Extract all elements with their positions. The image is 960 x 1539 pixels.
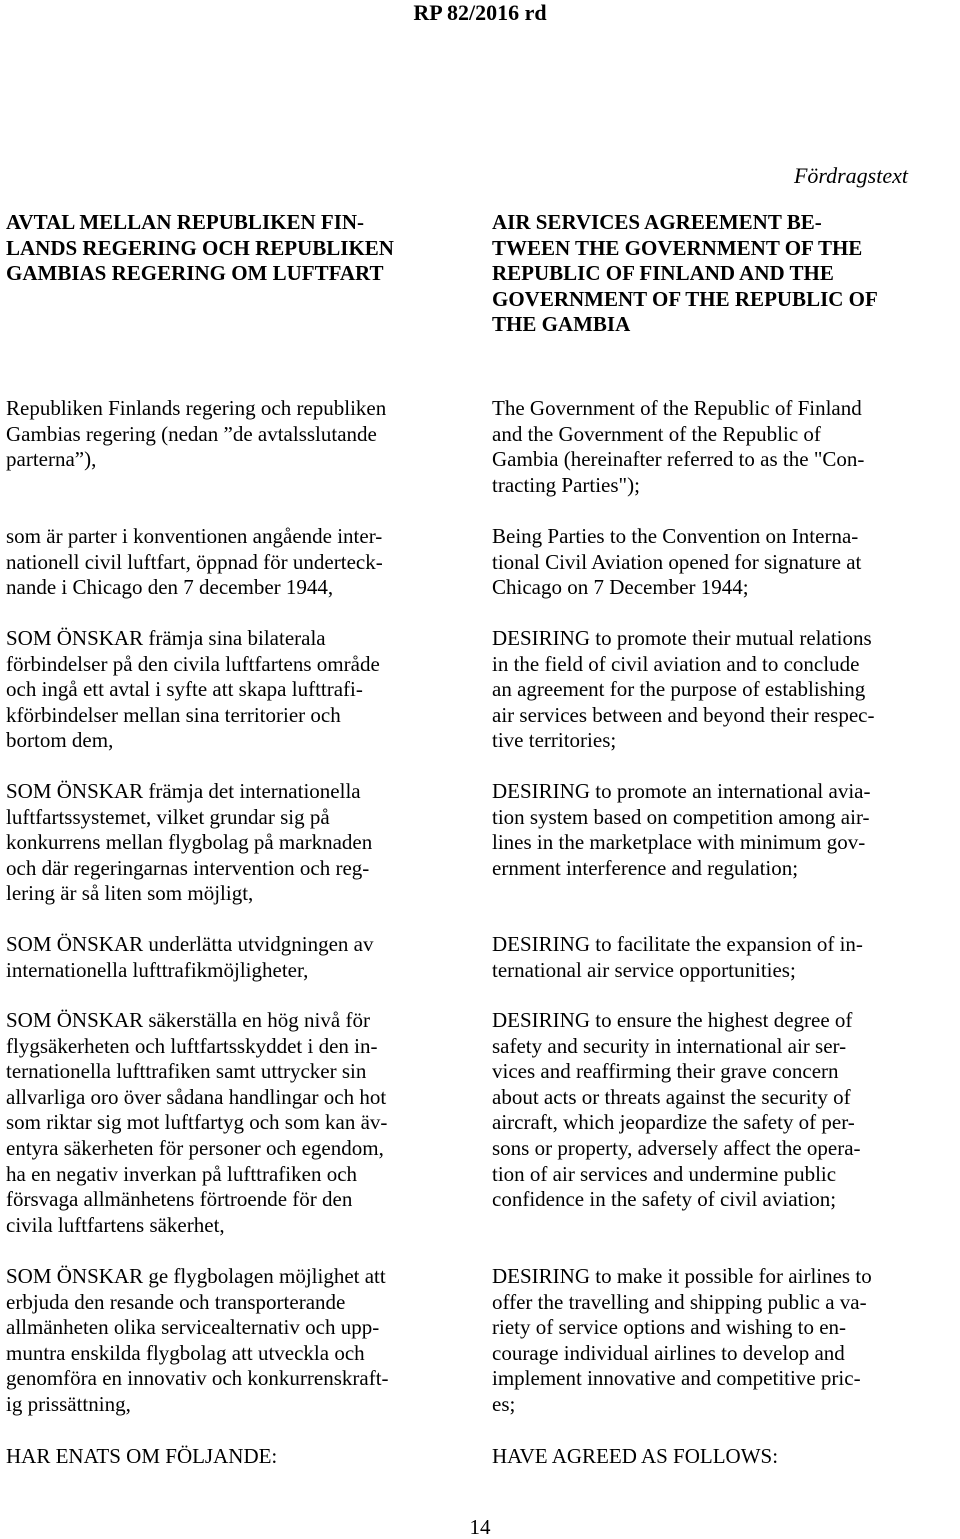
swedish-paragraph-preamble: Republiken Finlands regering och republiken Gambias regering (nedan ”de avtalsslutande parterna”),	[6, 396, 387, 472]
english-paragraph-preamble: The Government of the Republic of Finland and the Government of the Republic of Gambia (hereinafter referred to as the "Con- tracting Parties");	[492, 396, 865, 497]
swedish-paragraph-convention: som är parter i konventionen angående inter- nationell civil luftfart, öppnad för underteck- nande i Chicago den 7 december 1944,	[6, 524, 383, 600]
page-number: 14	[469, 1515, 491, 1539]
english-column	[492, 210, 954, 1470]
swedish-paragraph-safety: SOM ÖNSKAR säkerställa en hög nivå för flygsäkerheten och luftfartsskyddet i den in- ternationella lufttrafiken samt uttrycker sin allvarliga oro över sådana handlingar och hot som riktar sig mot luftfartyg och som kan äv- entyra säkerheten för personer och egendom, ha en negativ inverkan på lufttrafiken och försvaga allmänhetens förtroende för den civila luftfartens säkerhet,	[6, 1008, 388, 1237]
swedish-title: AVTAL MELLAN REPUBLIKEN FIN- LANDS REGERING OCH REPUBLIKEN GAMBIAS REGERING OM LUFTFART	[6, 210, 394, 286]
swedish-paragraph-competition: SOM ÖNSKAR främja det internationella luftfartssystemet, vilket grundar sig på konkurrens mellan flygbolag på marknaden och där regeringarnas intervention och reg- lering är så liten som möjligt,	[6, 779, 373, 906]
swedish-paragraph-agreed: HAR ENATS OM FÖLJANDE:	[6, 1444, 278, 1468]
english-paragraph-agreed: HAVE AGREED AS FOLLOWS:	[492, 1444, 779, 1468]
english-paragraph-competition: DESIRING to promote an international avia- tion system based on competition among air- lines in the marketplace with minimum gov- ernment interference and regulation;	[492, 779, 871, 880]
swedish-paragraph-expansion: SOM ÖNSKAR underlätta utvidgningen av internationella lufttrafikmöjligheter,	[6, 932, 374, 982]
english-title: AIR SERVICES AGREEMENT BE- TWEEN THE GOVERNMENT OF THE REPUBLIC OF FINLAND AND THE GOVERNMENT OF THE REPUBLIC OF THE GAMBIA	[492, 210, 878, 337]
english-paragraph-service-options: DESIRING to make it possible for airlines to offer the travelling and shipping public a va- riety of service options and wishing to en- courage individual airlines to develop and implement innovative and competitive pric- es;	[492, 1264, 872, 1416]
english-paragraph-safety: DESIRING to ensure the highest degree of safety and security in international air ser- vices and reaffirming their grave concern about acts or threats against the security of aircraft, which jeopardize the safety of per- sons or property, adversely affect the opera- tion of air services and undermine public confidence in the safety of civil aviation;	[492, 1008, 861, 1212]
document-type-label: Fördragstext	[793, 163, 908, 188]
english-paragraph-bilateral: DESIRING to promote their mutual relations in the field of civil aviation and to conclude an agreement for the purpose of establishing air services between and beyond their respec- tive territories;	[492, 626, 875, 753]
swedish-paragraph-bilateral: SOM ÖNSKAR främja sina bilaterala förbindelser på den civila luftfartens område och ingå ett avtal i syfte att skapa lufttrafi- kförbindelser mellan sina territorier och bortom dem,	[6, 626, 380, 753]
english-paragraph-convention: Being Parties to the Convention on Interna- tional Civil Aviation opened for signature at Chicago on 7 December 1944;	[492, 524, 862, 600]
document-header: RP 82/2016 rd	[413, 0, 547, 25]
swedish-column	[6, 210, 476, 1470]
english-paragraph-expansion: DESIRING to facilitate the expansion of in- ternational air service opportunities;	[492, 932, 863, 982]
swedish-paragraph-service-options: SOM ÖNSKAR ge flygbolagen möjlighet att erbjuda den resande och transporterande allmänheten olika servicealternativ och upp- muntra enskilda flygbolag att utveckla och genomföra en innovativ och konkurrenskraft- ig prissättning,	[6, 1264, 389, 1416]
